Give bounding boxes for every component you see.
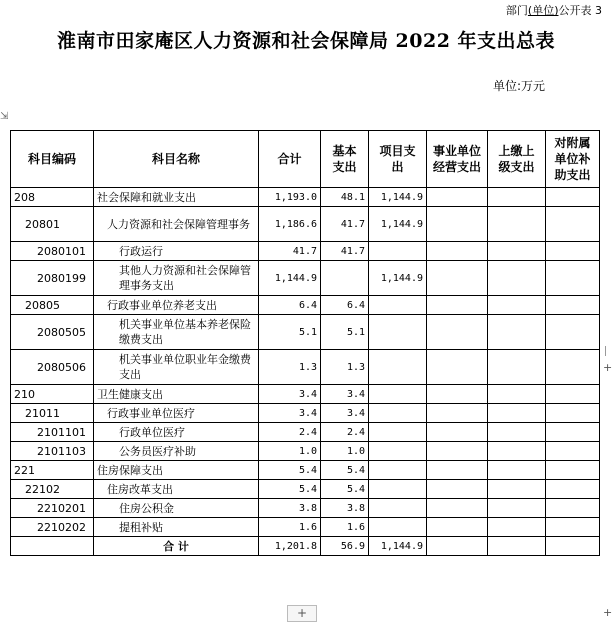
column-resize-handle[interactable] xyxy=(605,346,607,356)
row-project xyxy=(369,385,427,404)
row-basic: 48.1 xyxy=(321,188,369,207)
row-business xyxy=(427,261,488,296)
row-project xyxy=(369,480,427,499)
row-business xyxy=(427,242,488,261)
total-label: 合 计 xyxy=(94,537,259,556)
row-name: 住房改革支出 xyxy=(94,480,259,499)
row-total: 5.1 xyxy=(259,315,321,350)
row-business xyxy=(427,499,488,518)
total-row xyxy=(11,537,600,556)
table-row xyxy=(11,296,600,315)
row-project xyxy=(369,242,427,261)
table-row xyxy=(11,350,600,385)
table-row xyxy=(11,315,600,350)
row-total: 3.4 xyxy=(259,404,321,423)
row-name: 行政事业单位医疗 xyxy=(94,404,259,423)
row-total: 3.4 xyxy=(259,385,321,404)
row-subsidy xyxy=(546,423,600,442)
row-subsidy xyxy=(546,296,600,315)
row-basic: 3.4 xyxy=(321,385,369,404)
row-remit xyxy=(488,315,546,350)
row-total: 5.4 xyxy=(259,461,321,480)
col-header-subsidy: 对附属单位补助支出 xyxy=(546,131,600,188)
form-number xyxy=(506,2,602,18)
col-header-business: 事业单位经营支出 xyxy=(427,131,488,188)
row-total: 6.4 xyxy=(259,296,321,315)
row-subsidy xyxy=(546,518,600,537)
row-business xyxy=(427,385,488,404)
row-project xyxy=(369,350,427,385)
add-row-button[interactable]: + xyxy=(287,605,317,622)
row-business xyxy=(427,518,488,537)
row-business xyxy=(427,404,488,423)
row-business xyxy=(427,461,488,480)
table-row xyxy=(11,423,600,442)
add-column-button[interactable]: + xyxy=(603,606,612,619)
row-subsidy xyxy=(546,207,600,242)
total-project: 1,144.9 xyxy=(369,537,427,556)
row-project: 1,144.9 xyxy=(369,188,427,207)
row-remit xyxy=(488,518,546,537)
row-code: 2080199 xyxy=(11,261,94,296)
expenditure-table xyxy=(10,130,600,556)
col-header-project: 项目支出 xyxy=(369,131,427,188)
row-remit xyxy=(488,385,546,404)
row-business xyxy=(427,296,488,315)
table-row xyxy=(11,385,600,404)
table-row xyxy=(11,499,600,518)
row-remit xyxy=(488,442,546,461)
col-header-name: 科目名称 xyxy=(94,131,259,188)
row-project xyxy=(369,442,427,461)
row-project: 1,144.9 xyxy=(369,261,427,296)
row-remit xyxy=(488,242,546,261)
row-business xyxy=(427,423,488,442)
total-code-cell xyxy=(11,537,94,556)
row-remit xyxy=(488,261,546,296)
row-total: 1,193.0 xyxy=(259,188,321,207)
row-basic: 1.3 xyxy=(321,350,369,385)
col-header-total: 合计 xyxy=(259,131,321,188)
row-basic: 6.4 xyxy=(321,296,369,315)
row-code: 2210201 xyxy=(11,499,94,518)
row-total: 1.3 xyxy=(259,350,321,385)
row-remit xyxy=(488,188,546,207)
row-subsidy xyxy=(546,188,600,207)
total-sum: 1,201.8 xyxy=(259,537,321,556)
row-project xyxy=(369,296,427,315)
row-basic: 1.0 xyxy=(321,442,369,461)
row-code: 2101103 xyxy=(11,442,94,461)
row-remit xyxy=(488,499,546,518)
total-subsidy xyxy=(546,537,600,556)
row-code: 221 xyxy=(11,461,94,480)
table-row xyxy=(11,442,600,461)
table-row xyxy=(11,518,600,537)
row-name: 住房保障支出 xyxy=(94,461,259,480)
row-project: 1,144.9 xyxy=(369,207,427,242)
row-remit xyxy=(488,480,546,499)
row-project xyxy=(369,461,427,480)
row-basic: 2.4 xyxy=(321,423,369,442)
row-subsidy xyxy=(546,242,600,261)
table-row xyxy=(11,461,600,480)
total-basic: 56.9 xyxy=(321,537,369,556)
row-name: 机关事业单位基本养老保险缴费支出 xyxy=(94,315,259,350)
row-code: 2210202 xyxy=(11,518,94,537)
row-total: 1.0 xyxy=(259,442,321,461)
row-name: 行政单位医疗 xyxy=(94,423,259,442)
row-name: 行政事业单位养老支出 xyxy=(94,296,259,315)
row-remit xyxy=(488,296,546,315)
row-name: 机关事业单位职业年金缴费支出 xyxy=(94,350,259,385)
row-basic: 5.1 xyxy=(321,315,369,350)
row-business xyxy=(427,315,488,350)
row-subsidy xyxy=(546,350,600,385)
row-remit xyxy=(488,461,546,480)
row-code: 2101101 xyxy=(11,423,94,442)
row-total: 5.4 xyxy=(259,480,321,499)
row-total: 1,144.9 xyxy=(259,261,321,296)
row-name: 卫生健康支出 xyxy=(94,385,259,404)
total-business xyxy=(427,537,488,556)
row-basic: 3.8 xyxy=(321,499,369,518)
form-number-prefix: 部门 xyxy=(505,4,528,17)
row-total: 1.6 xyxy=(259,518,321,537)
total-remit xyxy=(488,537,546,556)
row-code: 2080101 xyxy=(11,242,94,261)
row-code: 208 xyxy=(11,188,94,207)
row-subsidy xyxy=(546,404,600,423)
row-name: 公务员医疗补助 xyxy=(94,442,259,461)
row-subsidy xyxy=(546,385,600,404)
row-name: 人力资源和社会保障管理事务 xyxy=(94,207,259,242)
row-name: 社会保障和就业支出 xyxy=(94,188,259,207)
row-code: 21011 xyxy=(11,404,94,423)
row-name: 提租补贴 xyxy=(94,518,259,537)
row-remit xyxy=(488,423,546,442)
row-basic: 41.7 xyxy=(321,242,369,261)
form-number-unit: (单位) xyxy=(527,4,559,17)
row-code: 2080506 xyxy=(11,350,94,385)
page-title: 淮南市田家庵区人力资源和社会保障局 2022 年支出总表 xyxy=(56,30,556,52)
row-code: 20801 xyxy=(11,207,94,242)
row-subsidy xyxy=(546,461,600,480)
col-header-remit: 上缴上级支出 xyxy=(488,131,546,188)
table-row xyxy=(11,480,600,499)
row-subsidy xyxy=(546,261,600,296)
col-header-code: 科目编码 xyxy=(11,131,94,188)
row-subsidy xyxy=(546,315,600,350)
row-basic: 5.4 xyxy=(321,461,369,480)
row-business xyxy=(427,350,488,385)
row-basic xyxy=(321,261,369,296)
row-basic: 5.4 xyxy=(321,480,369,499)
row-subsidy xyxy=(546,442,600,461)
row-code: 2080505 xyxy=(11,315,94,350)
row-name: 住房公积金 xyxy=(94,499,259,518)
row-subsidy xyxy=(546,499,600,518)
row-project xyxy=(369,499,427,518)
row-total: 2.4 xyxy=(259,423,321,442)
row-basic: 3.4 xyxy=(321,404,369,423)
unit-label: 单位:万元 xyxy=(493,79,546,93)
row-business xyxy=(427,207,488,242)
table-row xyxy=(11,207,600,242)
move-icon[interactable]: ⇲ xyxy=(0,111,9,122)
row-remit xyxy=(488,404,546,423)
row-code: 210 xyxy=(11,385,94,404)
table-row xyxy=(11,188,600,207)
row-business xyxy=(427,442,488,461)
col-header-basic: 基本支出 xyxy=(321,131,369,188)
row-remit xyxy=(488,350,546,385)
row-business xyxy=(427,188,488,207)
table-row xyxy=(11,404,600,423)
row-project xyxy=(369,315,427,350)
row-basic: 41.7 xyxy=(321,207,369,242)
table-row xyxy=(11,242,600,261)
row-project xyxy=(369,518,427,537)
row-total: 1,186.6 xyxy=(259,207,321,242)
row-code: 20805 xyxy=(11,296,94,315)
row-total: 3.8 xyxy=(259,499,321,518)
row-business xyxy=(427,480,488,499)
row-code: 22102 xyxy=(11,480,94,499)
row-name: 行政运行 xyxy=(94,242,259,261)
row-basic: 1.6 xyxy=(321,518,369,537)
row-subsidy xyxy=(546,480,600,499)
row-total: 41.7 xyxy=(259,242,321,261)
header-row xyxy=(11,131,600,188)
form-number-suffix: 公开表 3 xyxy=(558,4,602,17)
row-project xyxy=(369,423,427,442)
row-remit xyxy=(488,207,546,242)
row-project xyxy=(369,404,427,423)
table-row xyxy=(11,261,600,296)
plus-icon[interactable]: + xyxy=(603,361,612,374)
row-name: 其他人力资源和社会保障管理事务支出 xyxy=(94,261,259,296)
